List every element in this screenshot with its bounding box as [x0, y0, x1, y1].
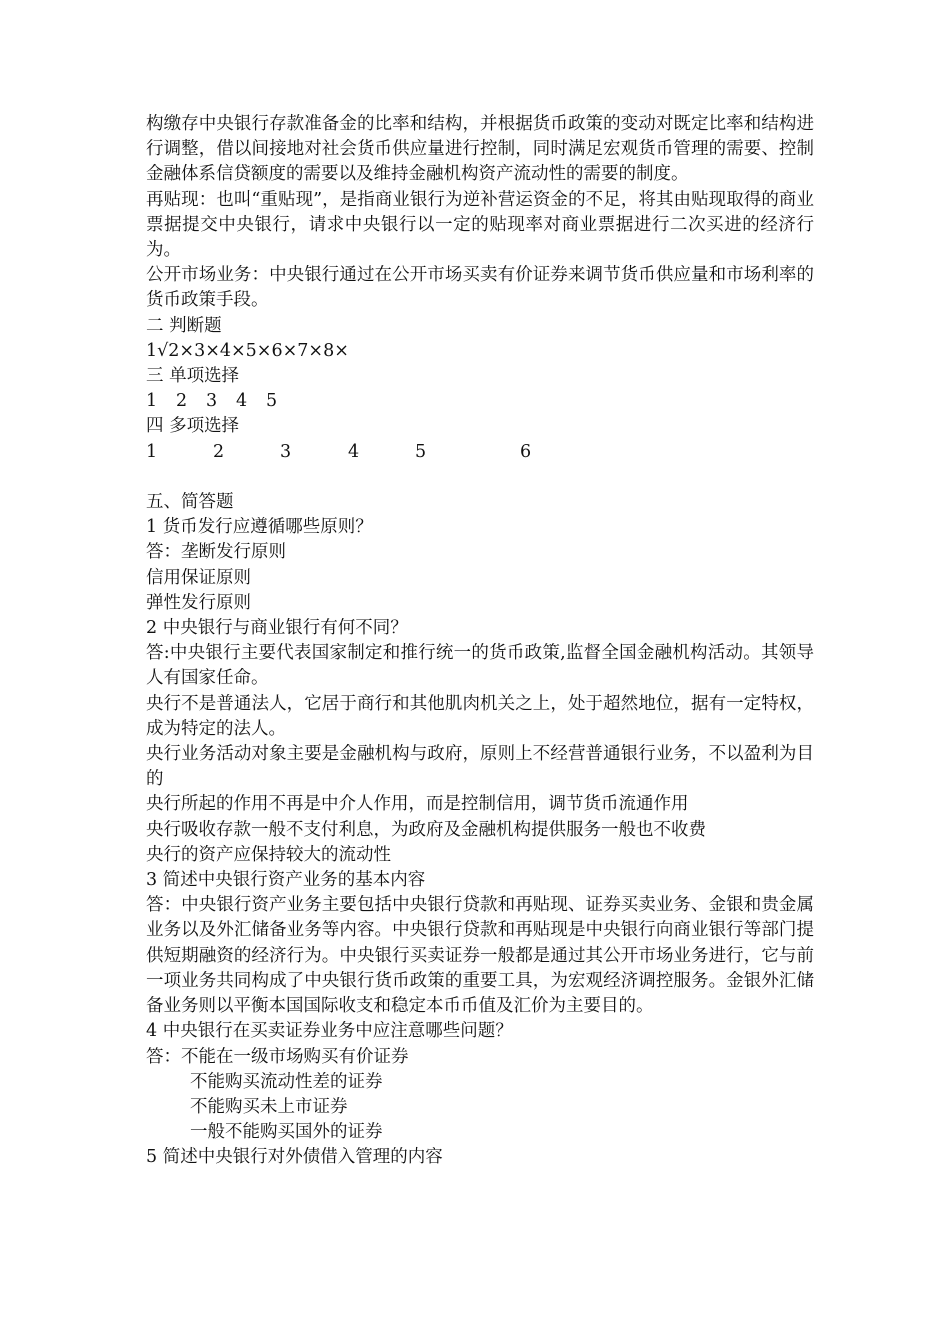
- answer-2-paragraph: 央行所起的作用不再是中介人作用，而是控制信用，调节货币流通作用: [146, 794, 689, 815]
- paragraph-reserve-definition: 构缴存中央银行存款准备金的比率和结构，并根据货币政策的变动对既定比率和结构进行调整，借以间接地对社会货币供应量进行控制，同时满足宏观货币管理的需要、控制金融体系信贷额度的需要以及维持金融机构资产流动性的需要的制度。: [146, 114, 814, 185]
- answer-2-paragraph: 答:中央银行主要代表国家制定和推行统一的货币政策,监督全国金融机构活动。其领导人有国家任命。: [146, 643, 814, 689]
- heading-judgement: 二 判断题: [146, 315, 222, 336]
- single-choice-number: 2: [176, 391, 188, 412]
- multiple-choice-number: 4: [348, 441, 360, 462]
- answer-1-line: 答：垄断发行原则: [146, 542, 286, 563]
- single-choice-number: 1: [146, 391, 158, 412]
- question-1: 1 货币发行应遵循哪些原则？: [146, 517, 373, 538]
- answer-2-paragraph: 央行吸收存款一般不支付利息，为政府及金融机构提供服务一般也不收费: [146, 819, 706, 840]
- multiple-choice-number: 3: [280, 441, 292, 462]
- multiple-choice-number: 1: [146, 441, 158, 462]
- single-choice-number: 5: [266, 391, 278, 412]
- heading-single-choice: 三 单项选择: [146, 366, 240, 387]
- question-4: 4 中央银行在买卖证券业务中应注意哪些问题？: [146, 1021, 513, 1042]
- answer-3: 答：中央银行资产业务主要包括中央银行贷款和再贴现、证券买卖业务、金银和贵金属业务以及外汇储备业务等内容。中央银行贷款和再贴现是中央银行向商业银行等部门提供短期融资的经济行为。中央银行买卖证券一般都是通过其公开市场业务进行，它与前一项业务共同构成了中央银行货币政策的重要工具，为宏观经济调控服务。金银外汇储备业务则以平衡本国国际收支和稳定本币币值及汇价为主要目的。: [146, 895, 814, 1017]
- answer-4-line: 答：不能在一级市场购买有价证券: [146, 1046, 409, 1067]
- answer-1-line: 弹性发行原则: [146, 592, 251, 613]
- multiple-choice-number: 2: [213, 441, 225, 462]
- answer-2-paragraph: 央行不是普通法人，它居于商行和其他肌肉机关之上，处于超然地位，据有一定特权，成为特定的法人。: [146, 693, 814, 739]
- single-choice-number: 4: [236, 391, 248, 412]
- paragraph-open-market-definition: 公开市场业务：中央银行通过在公开市场买卖有价证券来调节货币供应量和市场利率的货币政策手段。: [146, 265, 814, 311]
- heading-short-answer: 五、简答题: [146, 492, 234, 513]
- answer-4-line: 不能购买未上市证券: [190, 1096, 348, 1117]
- multiple-choice-number: 6: [520, 441, 532, 462]
- document-body: [146, 112, 814, 1171]
- multiple-choice-numbers: [146, 440, 814, 465]
- question-3: 3 简述中央银行资产业务的基本内容: [146, 870, 426, 891]
- question-2: 2 中央银行与商业银行有何不同？: [146, 618, 408, 639]
- multiple-choice-number: 5: [415, 441, 427, 462]
- single-choice-numbers: [146, 389, 814, 414]
- answer-4-line: 不能购买流动性差的证券: [190, 1071, 383, 1092]
- answer-2-paragraph: 央行的资产应保持较大的流动性: [146, 844, 391, 865]
- judgement-answers: 1√2×3×4×5×6×7×8×: [146, 340, 349, 361]
- paragraph-rediscount-definition: 再贴现：也叫“重贴现”，是指商业银行为逆补营运资金的不足，将其由贴现取得的商业票据提交中央银行，请求中央银行以一定的贴现率对商业票据进行二次买进的经济行为。: [146, 189, 814, 261]
- question-5: 5 简述中央银行对外债借入管理的内容: [146, 1147, 443, 1168]
- blank-line: [146, 465, 814, 490]
- answer-1-line: 信用保证原则: [146, 567, 251, 588]
- single-choice-number: 3: [206, 391, 218, 412]
- answer-4-line: 一般不能购买国外的证券: [190, 1122, 383, 1143]
- answer-2-paragraph: 央行业务活动对象主要是金融机构与政府，原则上不经营普通银行业务，不以盈利为目的: [146, 744, 814, 790]
- heading-multiple-choice: 四 多项选择: [146, 416, 240, 437]
